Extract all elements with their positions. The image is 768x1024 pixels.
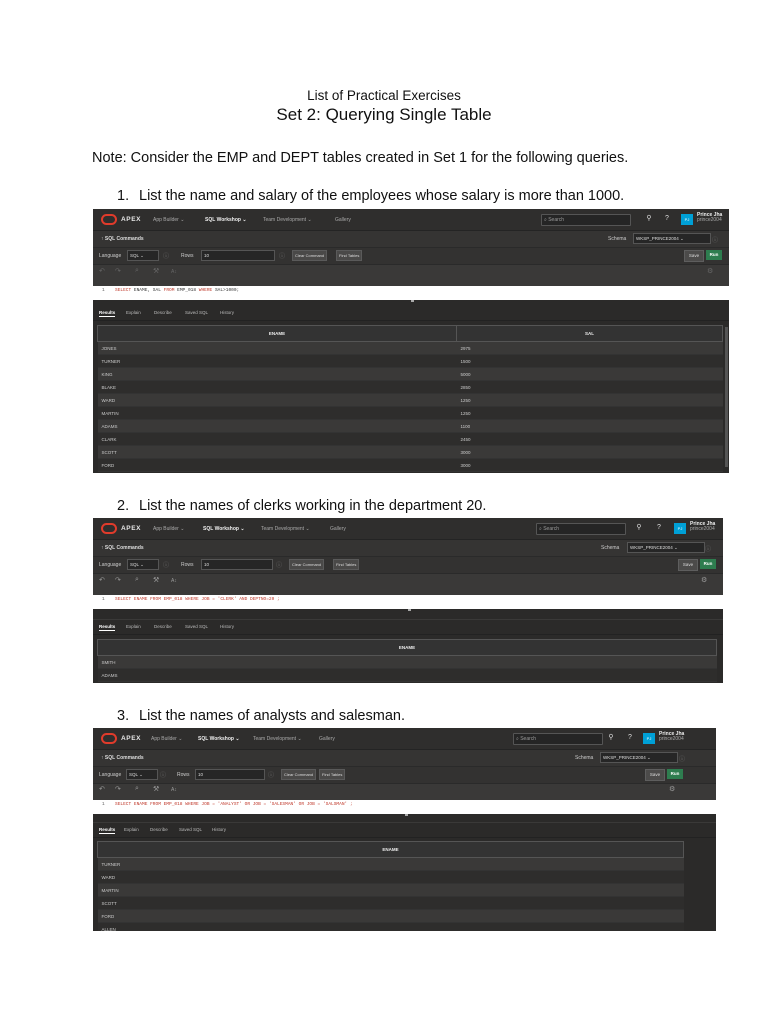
find-icon[interactable]: ⌕ <box>135 267 139 274</box>
nav-team-development[interactable]: Team Development ⌄ <box>263 217 312 223</box>
breadcrumb-bar <box>93 231 729 248</box>
question-text: List the names of clerks working in the department 20. <box>139 498 487 514</box>
table-row <box>98 420 723 433</box>
cell-ename: SMITH <box>98 656 717 669</box>
nav-sql-workshop[interactable]: SQL Workshop ⌄ <box>203 526 245 532</box>
clear-command-button[interactable]: Clear Command <box>281 769 316 780</box>
cell-sal: 1250 <box>457 394 723 407</box>
undo-icon[interactable]: ↶ <box>99 577 105 584</box>
document-subtitle: List of Practical Exercises <box>307 88 461 103</box>
find-tables-button[interactable]: Find Tables <box>333 559 359 570</box>
column-header-ename[interactable]: ENAME <box>98 326 457 342</box>
language-help-icon[interactable]: ⓘ <box>163 254 170 260</box>
schema-label: Schema <box>608 236 627 242</box>
options-bar <box>93 767 716 784</box>
sql-editor[interactable] <box>93 286 729 300</box>
results-tabs <box>93 306 729 321</box>
results-area <box>93 321 729 473</box>
column-header-ename[interactable]: ENAME <box>98 640 717 656</box>
font-size-icon[interactable]: A↕ <box>171 787 177 793</box>
rows-label: Rows <box>177 772 190 778</box>
cell-ename: SCOTT <box>98 446 457 459</box>
nav-app-builder[interactable]: App Builder ⌄ <box>153 217 185 223</box>
tab-describe[interactable]: Describe <box>154 310 172 315</box>
language-label: Language <box>99 253 122 259</box>
user-name: Prince Jha prince2004 <box>659 731 685 742</box>
nav-sql-workshop[interactable]: SQL Workshop ⌄ <box>205 217 247 223</box>
sql-statement: SELECT ENAME, SAL FROM EMP_018 WHERE SAL>1000; <box>115 288 240 293</box>
cell-ename: BLAKE <box>98 381 457 394</box>
rows-label: Rows <box>181 562 194 568</box>
tab-saved-sql[interactable]: Saved SQL <box>185 310 209 315</box>
breadcrumb[interactable]: ↑ SQL Commands <box>101 545 144 551</box>
sql-editor[interactable] <box>93 595 723 609</box>
results-area <box>93 838 716 931</box>
language-label: Language <box>99 772 122 778</box>
cell-sal: 1500 <box>457 355 723 368</box>
schema-select[interactable]: WKSP_PRINCE2004 ⌄ <box>633 233 711 244</box>
settings-icon[interactable]: ⚙ <box>707 268 714 275</box>
pane-splitter[interactable] <box>93 814 716 822</box>
question-text: List the name and salary of the employees whose salary is more than 1000. <box>139 188 625 204</box>
line-number: 1 <box>102 802 105 807</box>
avatar[interactable]: PJ <box>681 214 693 225</box>
cell-sal: 1250 <box>457 407 723 420</box>
cell-sal: 3000 <box>457 446 723 459</box>
nav-gallery[interactable]: Gallery <box>319 736 335 742</box>
editor-toolbar <box>93 265 729 285</box>
table-row <box>98 433 723 446</box>
cell-ename: ALLEN <box>98 923 684 932</box>
sql-editor[interactable] <box>93 800 716 814</box>
schema-label: Schema <box>575 755 594 761</box>
table-row <box>98 446 723 459</box>
question-number: 3. <box>117 708 130 724</box>
redo-icon[interactable]: ↷ <box>115 577 121 584</box>
editor-toolbar <box>93 574 723 594</box>
redo-icon[interactable]: ↷ <box>115 268 121 275</box>
language-select[interactable]: SQL ⌄ <box>127 250 159 261</box>
cell-sal: 3000 <box>457 459 723 472</box>
rows-select[interactable]: 10 <box>195 769 265 780</box>
cell-sal: 2975 <box>457 342 723 355</box>
language-select[interactable]: SQL ⌄ <box>127 559 159 570</box>
nav-gallery[interactable]: Gallery <box>330 526 346 532</box>
rows-help-icon[interactable]: ⓘ <box>276 563 283 569</box>
nav-app-builder[interactable]: App Builder ⌄ <box>153 526 185 532</box>
tab-saved-sql[interactable]: Saved SQL <box>179 827 203 832</box>
cell-sal: 1100 <box>457 420 723 433</box>
schema-help-icon[interactable]: ⓘ <box>705 547 712 553</box>
cell-ename: ADAMS <box>98 669 717 682</box>
run-button[interactable]: Run <box>700 559 716 569</box>
cell-ename: CLARK <box>98 433 457 446</box>
breadcrumb-bar <box>93 540 723 557</box>
rows-help-icon[interactable]: ⓘ <box>268 773 275 779</box>
clear-command-button[interactable]: Clear Command <box>289 559 324 570</box>
column-header-sal[interactable]: SAL <box>457 326 723 342</box>
table-row <box>98 897 684 910</box>
find-icon[interactable]: ⌕ <box>135 576 139 583</box>
table-row <box>98 923 684 932</box>
cell-ename: TURNER <box>98 858 684 871</box>
apex-screenshot-3 <box>93 728 716 931</box>
save-button[interactable]: Save <box>684 250 704 262</box>
document-note: Note: Consider the EMP and DEPT tables created in Set 1 for the following queries. <box>92 150 629 166</box>
search-input[interactable]: ⌕ Search <box>513 733 603 745</box>
tab-history[interactable]: History <box>220 624 235 629</box>
save-button[interactable]: Save <box>645 769 665 781</box>
schema-help-icon[interactable]: ⓘ <box>712 238 719 244</box>
results-scrollbar[interactable] <box>725 327 728 467</box>
rows-select[interactable]: 10 <box>201 250 275 261</box>
tab-history[interactable]: History <box>220 310 235 315</box>
tab-results[interactable]: Results <box>99 310 116 315</box>
search-icon: ⌕ <box>516 736 521 742</box>
redo-icon[interactable]: ↷ <box>115 786 121 793</box>
table-row <box>98 884 684 897</box>
question-3 <box>117 708 405 724</box>
results-table <box>97 639 717 682</box>
search-icon: ⌕ <box>544 217 549 223</box>
cell-ename: WARD <box>98 871 684 884</box>
find-tables-button[interactable]: Find Tables <box>336 250 362 261</box>
user-name: Prince Jha prince2004 <box>697 212 723 223</box>
table-row <box>98 394 723 407</box>
tab-describe[interactable]: Describe <box>150 827 168 832</box>
cell-ename: TURNER <box>98 355 457 368</box>
tab-results[interactable]: Results <box>99 827 116 832</box>
save-button[interactable]: Save <box>678 559 698 571</box>
table-row <box>98 355 723 368</box>
nav-gallery[interactable]: Gallery <box>335 217 351 223</box>
cell-ename: MARTIN <box>98 884 684 897</box>
find-icon[interactable]: ⌕ <box>135 785 139 792</box>
question-2 <box>117 498 486 514</box>
autocomplete-icon[interactable]: ⚒ <box>153 786 160 793</box>
cell-ename: MARTIN <box>98 407 457 420</box>
table-row <box>98 858 684 871</box>
font-size-icon[interactable]: A↕ <box>171 578 177 584</box>
schema-select[interactable]: WKSP_PRINCE2004 ⌄ <box>627 542 705 553</box>
undo-icon[interactable]: ↶ <box>99 786 105 793</box>
language-select[interactable]: SQL ⌄ <box>126 769 158 780</box>
results-table <box>97 325 723 472</box>
oracle-logo-icon <box>101 523 117 534</box>
apex-header <box>93 728 716 750</box>
help-icon[interactable]: ? <box>628 734 632 741</box>
run-button[interactable]: Run <box>667 769 683 779</box>
run-button[interactable]: Run <box>706 250 722 260</box>
results-tabs <box>93 620 723 635</box>
cell-ename: SCOTT <box>98 897 684 910</box>
cell-ename: FORD <box>98 459 457 472</box>
table-row <box>98 342 723 355</box>
tab-explain[interactable]: Explain <box>126 624 141 629</box>
cell-ename: KING <box>98 368 457 381</box>
apex-header <box>93 518 723 540</box>
autocomplete-icon[interactable]: ⚒ <box>153 577 160 584</box>
cell-sal: 5000 <box>457 368 723 381</box>
avatar[interactable]: PJ <box>674 523 686 534</box>
cell-sal: 2450 <box>457 433 723 446</box>
apex-header <box>93 209 729 231</box>
document-title: Set 2: Querying Single Table <box>276 105 492 124</box>
column-header-ename[interactable]: ENAME <box>98 842 684 858</box>
apex-screenshot-2 <box>93 518 723 683</box>
line-number: 1 <box>102 597 105 602</box>
help-icon[interactable]: ? <box>665 215 669 222</box>
cell-ename: WARD <box>98 394 457 407</box>
table-row <box>98 910 684 923</box>
language-help-icon[interactable]: ⓘ <box>163 563 170 569</box>
nav-app-builder[interactable]: App Builder ⌄ <box>151 736 183 742</box>
settings-icon[interactable]: ⚙ <box>701 577 708 584</box>
rows-label: Rows <box>181 253 194 259</box>
find-tables-button[interactable]: Find Tables <box>319 769 345 780</box>
tab-describe[interactable]: Describe <box>154 624 172 629</box>
tab-explain[interactable]: Explain <box>124 827 139 832</box>
language-help-icon[interactable]: ⓘ <box>160 773 167 779</box>
schema-label: Schema <box>601 545 620 551</box>
table-row <box>98 368 723 381</box>
table-row <box>98 381 723 394</box>
question-number: 2. <box>117 498 130 514</box>
apex-brand: APEX <box>121 735 142 742</box>
user-settings-icon[interactable]: ⚲ <box>646 215 652 222</box>
search-input[interactable]: ⌕ Search <box>536 523 626 535</box>
options-bar <box>93 557 723 574</box>
settings-icon[interactable]: ⚙ <box>669 786 676 793</box>
tab-history[interactable]: History <box>212 827 227 832</box>
cell-ename: JONES <box>98 342 457 355</box>
rows-help-icon[interactable]: ⓘ <box>279 254 286 260</box>
user-settings-icon[interactable]: ⚲ <box>608 734 614 741</box>
editor-toolbar <box>93 784 716 800</box>
clear-command-button[interactable]: Clear Command <box>292 250 327 261</box>
question-text: List the names of analysts and salesman. <box>139 708 405 724</box>
user-settings-icon[interactable]: ⚲ <box>636 524 642 531</box>
oracle-logo-icon <box>101 733 117 744</box>
nav-team-development[interactable]: Team Development ⌄ <box>261 526 310 532</box>
table-row <box>98 656 717 669</box>
schema-help-icon[interactable]: ⓘ <box>679 757 686 763</box>
tab-results[interactable]: Results <box>99 624 116 629</box>
font-size-icon[interactable]: A↕ <box>171 269 177 275</box>
help-icon[interactable]: ? <box>657 524 661 531</box>
table-row <box>98 407 723 420</box>
apex-screenshot-1 <box>93 209 729 473</box>
rows-select[interactable]: 10 <box>201 559 273 570</box>
cell-ename: ADAMS <box>98 420 457 433</box>
breadcrumb-bar <box>93 750 716 767</box>
apex-brand: APEX <box>121 525 142 532</box>
oracle-logo-icon <box>101 214 117 225</box>
tab-saved-sql[interactable]: Saved SQL <box>185 624 209 629</box>
nav-team-development[interactable]: Team Development ⌄ <box>253 736 302 742</box>
search-icon: ⌕ <box>539 526 544 532</box>
table-row <box>98 459 723 472</box>
breadcrumb[interactable]: ↑ SQL Commands <box>101 755 144 761</box>
search-input[interactable]: ⌕ Search <box>541 214 631 226</box>
options-bar <box>93 248 729 265</box>
schema-select[interactable]: WKSP_PRINCE2004 ⌄ <box>600 752 678 763</box>
results-area <box>93 635 723 683</box>
breadcrumb[interactable]: ↑ SQL Commands <box>101 236 144 242</box>
user-name: Prince Jha prince2004 <box>690 521 716 532</box>
apex-brand: APEX <box>121 216 142 223</box>
results-tabs <box>93 823 716 838</box>
undo-icon[interactable]: ↶ <box>99 268 105 275</box>
results-table <box>97 841 684 931</box>
table-row <box>98 871 684 884</box>
sql-statement: SELECT ENAME FROM EMP_018 WHERE JOB = 'ANALYST' OR JOB = 'SALESMAN' OR JOB = 'SALSMAN' ; <box>115 802 353 807</box>
cell-ename: FORD <box>98 910 684 923</box>
line-number: 1 <box>102 288 105 293</box>
question-number: 1. <box>117 188 130 204</box>
nav-sql-workshop[interactable]: SQL Workshop ⌄ <box>198 736 240 742</box>
tab-explain[interactable]: Explain <box>126 310 141 315</box>
pane-splitter[interactable] <box>93 609 723 619</box>
language-label: Language <box>99 562 122 568</box>
question-1 <box>117 188 624 204</box>
autocomplete-icon[interactable]: ⚒ <box>153 268 160 275</box>
table-row <box>98 669 717 682</box>
avatar[interactable]: PJ <box>643 733 655 744</box>
cell-sal: 2850 <box>457 381 723 394</box>
sql-statement: SELECT ENAME FROM EMP_018 WHERE JOB = 'CLERK' AND DEPTNO=20 ; <box>115 597 280 602</box>
